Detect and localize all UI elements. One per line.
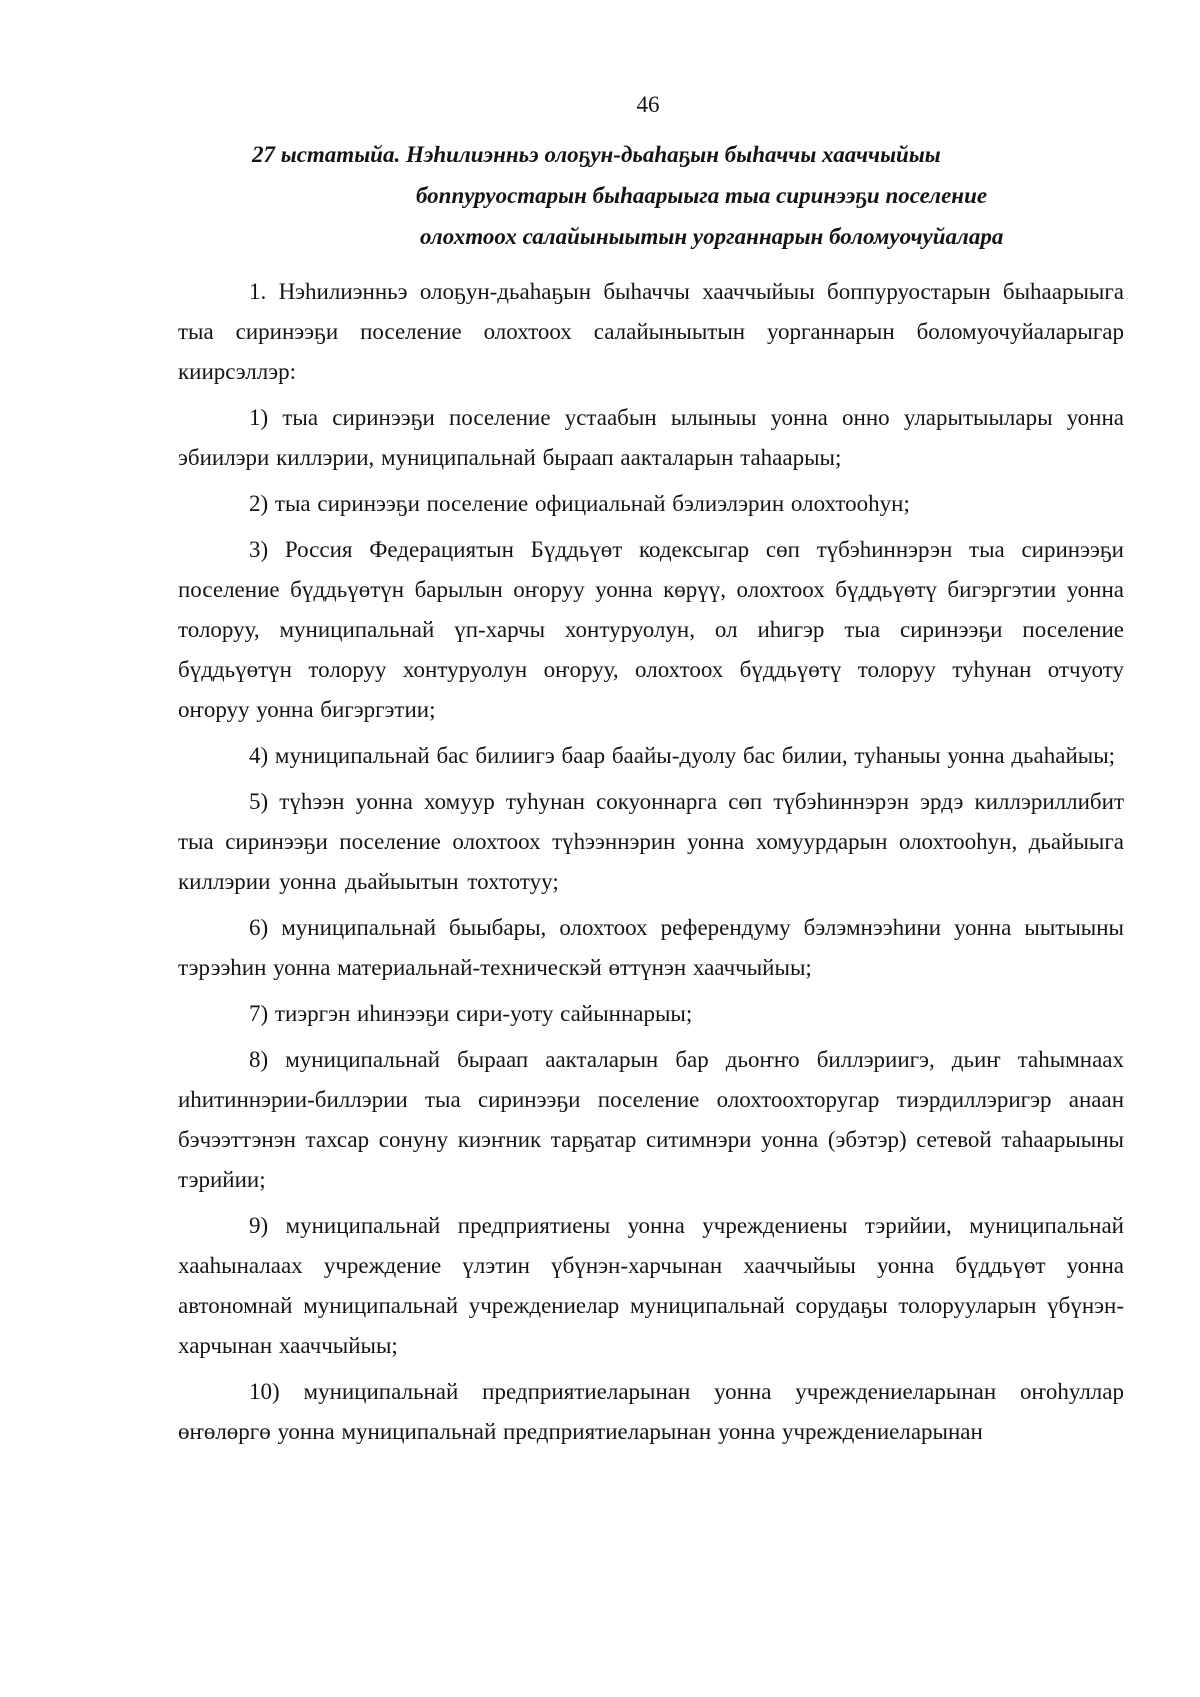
list-item-6: 6) муниципальнай быыбары, олохтоох референдуму бэлэмнээһини уонна ыытыыны тэрээһин уонна материальнай-техническэй өттүнэн хааччыйыы; [178,915,1124,980]
article-title-line: олохтоох салайыныытын уорганнарын боломуочуйалара [420,224,1004,249]
list-item-3: 3) Россия Федерациятын Бүддьүөт кодексыгар сөп түбэһиннэрэн тыа сиринээҕи поселение бүддьүөтүн барылын оҥоруу уонна көрүү, олохтоох бүддьүөтү бигэргэтии уонна толоруу, муниципальнай үп-харчы хонтуруолун, ол иһигэр тыа сиринээҕи поселение бүддьүөтүн толоруу хонтуруолун оҥоруу, олохтоох бүддьүөтү толоруу туһунан отчуоту оҥоруу уонна бигэргэтии; [178,537,1124,722]
list-item-7: 7) тиэргэн иһинээҕи сири-уоту сайыннарыы; [249,1001,693,1026]
list-item-10: 10) муниципальнай предприятиеларынан уонна учреждениеларынан оҥоһуллар өҥөлөргө уонна муниципальнай предприятиеларынан уонна учреждениеларынан [178,1379,1124,1444]
article-title-line: 27 ыстатыйа. Нэһилиэнньэ олоҕун-дьаһаҕын быһаччы хааччыйыы [252,142,941,167]
list-item-9: 9) муниципальнай предприятиены уонна учреждениены тэрийии, муниципальнай хааһыналаах учреждение үлэтин үбүнэн-харчынан хааччыйыы уонна бүддьүөт уонна автономнай муниципальнай учреждениелар муниципальнай сорудаҕы толорууларын үбүнэн-харчынан хааччыйыы; [178,1213,1124,1358]
list-item-5: 5) түһээн уонна хомуур туһунан сокуоннарга сөп түбэһиннэрэн эрдэ киллэриллибит тыа сиринээҕи поселение олохтоох түһээннэрин уонна хомуурдарын олохтооһун, дьайыыга киллэрии уонна дьайыытын тохтотуу; [178,789,1124,894]
list-item-1: 1) тыа сиринээҕи поселение устаабын ылыныы уонна онно уларытыылары уонна эбиилэри киллэрии, муниципальнай быраап аакталарын таһаарыы; [178,405,1124,470]
article-body [178,272,1124,1458]
article-title-line: боппуруостарын быһаарыыга тыа сиринээҕи поселение [416,183,988,208]
list-item-2: 2) тыа сиринээҕи поселение официальнай бэлиэлэрин олохтооһун; [249,491,910,516]
list-item-8: 8) муниципальнай быраап аакталарын бар дьоҥҥо биллэриигэ, дьиҥ таһымнаах иһитиннэрии-биллэрии тыа сиринээҕи поселение олохтоохторугар тиэрдиллэригэр анаан бэчээттэнэн тахсар сонуну киэҥник тарҕатар ситимнэри уонна (эбэтэр) сетевой таһаарыыны тэрийии; [178,1047,1124,1192]
paragraph-1: 1. Нэһилиэнньэ олоҕун-дьаһаҕын быһаччы хааччыйыы боппуруостарын быһаарыыга тыа сиринээҕи поселение олохтоох салайыныытын уорганнарын боломуочуйаларыгар киирсэллэр: [178,279,1124,384]
list-item-4: 4) муниципальнай бас билиигэ баар баайы-дуолу бас билии, туһаныы уонна дьаһайыы; [249,743,1116,768]
page-number: 46 [636,92,660,117]
